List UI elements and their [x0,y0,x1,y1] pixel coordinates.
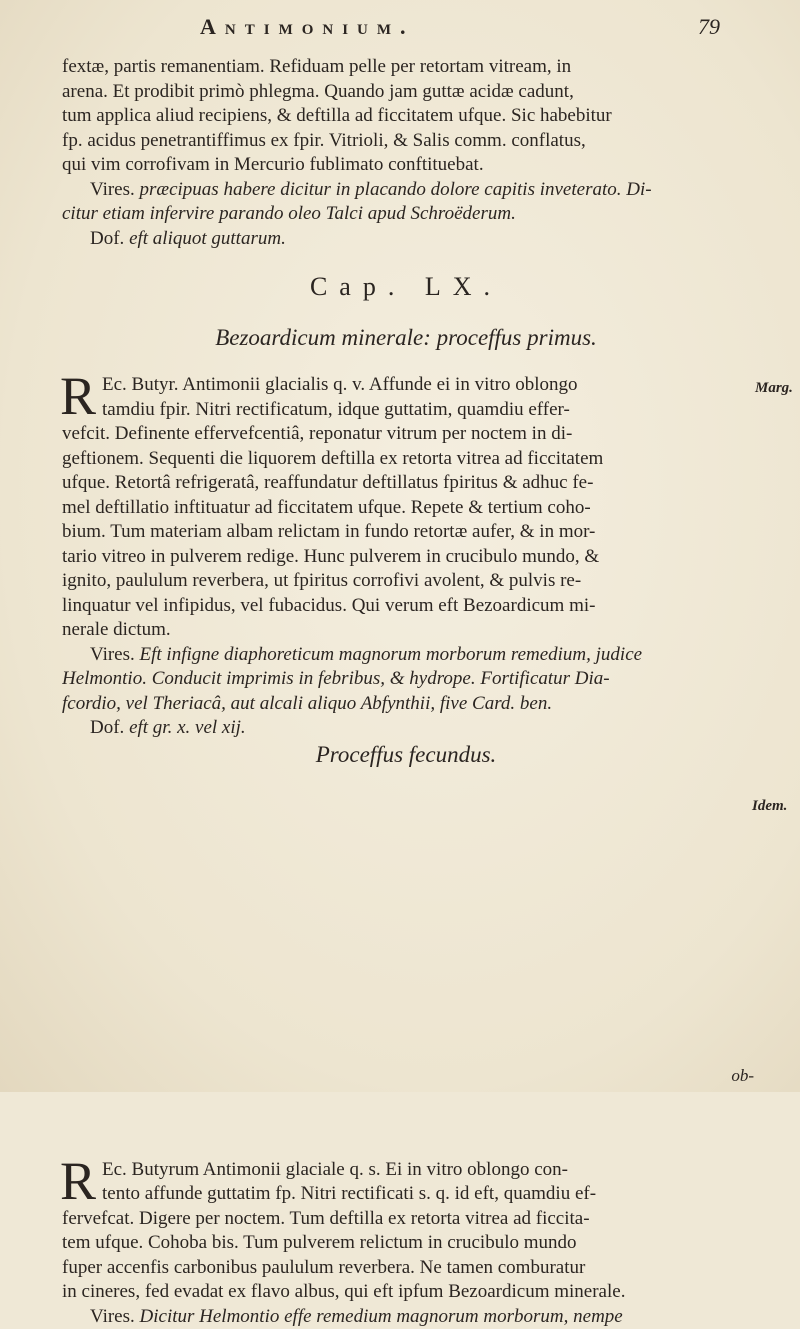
margin-note: Idem. [752,798,787,815]
text-line: Ec. Butyrum Antimonii glaciale q. s. Ei in vitro oblongo con- [62,1158,750,1183]
text-line: vefcit. Definente effervefcentiâ, reponatur vitrum per noctem in di- [62,422,750,447]
vires-label: Vires. [90,644,135,665]
vires-line [62,178,750,203]
dosage-text: eft gr. x. vel xij. [129,717,246,738]
vires-text: citur etiam infervire parando oleo Talci apud Schroëderum. [62,202,750,227]
vires-text: Helmontio. Conducit imprimis in febribus, & hydrope. Fortificatur Dia- [62,667,750,692]
vires-text: Eft infigne diaphoreticum magnorum morborum remedium, judice [140,644,643,665]
text-line: ufque. Retortâ refrigeratâ, reaffundatur deftillatus fpiritus & adhuc fe- [62,471,750,496]
text-line: mel deftillatio inftituatur ad ficcitatem ufque. Repete & tertium coho- [62,496,750,521]
catchword: ob- [731,1066,754,1086]
paragraph-2 [62,1158,750,1329]
vires-label: Vires. [90,1306,135,1327]
text-line: geftionem. Sequenti die liquorem deftilla ex retorta vitrea ad ficcitatem [62,447,750,472]
drop-cap: R [60,1155,96,1207]
paragraph-1 [62,373,750,741]
vires-label: Vires. [90,179,135,200]
vires-text: præcipuas habere dicitur in placando dolore capitis inveterato. Di- [140,179,652,200]
section1-text [62,55,750,251]
dosage-line [62,716,750,741]
text-line: arena. Et prodibit primò phlegma. Quando jam guttæ acidæ cadunt, [62,80,750,105]
vires-line [62,1305,750,1329]
text-line: tamdiu fpir. Nitri rectificatum, idque guttatim, quamdiu effer- [62,398,750,423]
text-line: ignito, paululum reverbera, ut fpiritus corrofivi avolent, & pulvis re- [62,569,750,594]
text-line: linquatur vel infipidus, vel fubacidus. Qui verum eft Bezoardicum mi- [62,594,750,619]
text-line: qui vim corrofivam in Mercurio fublimato conftituebat. [62,153,750,178]
vires-text: fcordio, vel Theriacâ, aut alcali aliquo Abfynthii, five Card. ben. [62,692,750,717]
running-title: Antimonium. [200,14,415,40]
text-line: tento affunde guttatim fp. Nitri rectificati s. q. id eft, quamdiu ef- [62,1182,750,1207]
dosage-text: eft aliquot guttarum. [129,228,286,249]
chapter-subtitle: Bezoardicum minerale: proceffus primus. [62,325,750,351]
text-line: fp. acidus penetrantiffimus ex fpir. Vitrioli, & Salis comm. conflatus, [62,129,750,154]
margin-note: Marg. [755,380,793,397]
text-line: nerale dictum. [62,618,750,643]
text-line: Ec. Butyr. Antimonii glacialis q. v. Affunde ei in vitro oblongo [62,373,750,398]
text-line: in cineres, fed evadat ex flavo albus, qui eft ipfum Bezoardicum minerale. [62,1280,750,1305]
page-header [200,14,720,50]
text-line: tario vitreo in pulverem redige. Hunc pulverem in crucibulo mundo, & [62,545,750,570]
vires-line [62,643,750,668]
vires-text: Dicitur Helmontio effe remedium magnorum morborum, nempe [140,1306,623,1327]
dosage-label: Dof. [90,717,124,738]
chapter-title: Cap. LX. [62,272,750,302]
text-line: tum applica aliud recipiens, & deftilla ad ficcitatem ufque. Sic habebitur [62,104,750,129]
text-line: fervefcat. Digere per noctem. Tum deftilla ex retorta vitrea ad ficcita- [62,1207,750,1232]
text-line: fuper accenfis carbonibus paululum reverbera. Ne tamen comburatur [62,1256,750,1281]
dosage-line [62,227,750,252]
text-line: bium. Tum materiam albam relictam in fundo retortæ aufer, & in mor- [62,520,750,545]
drop-cap: R [60,370,96,422]
dosage-label: Dof. [90,228,124,249]
page-number: 79 [698,14,720,40]
text-line: tem ufque. Cohoba bis. Tum pulverem relictum in crucibulo mundo [62,1231,750,1256]
text-line: fextæ, partis remanentiam. Refiduam pelle per retortam vitream, in [62,55,750,80]
section-subtitle: Proceffus fecundus. [62,742,750,768]
